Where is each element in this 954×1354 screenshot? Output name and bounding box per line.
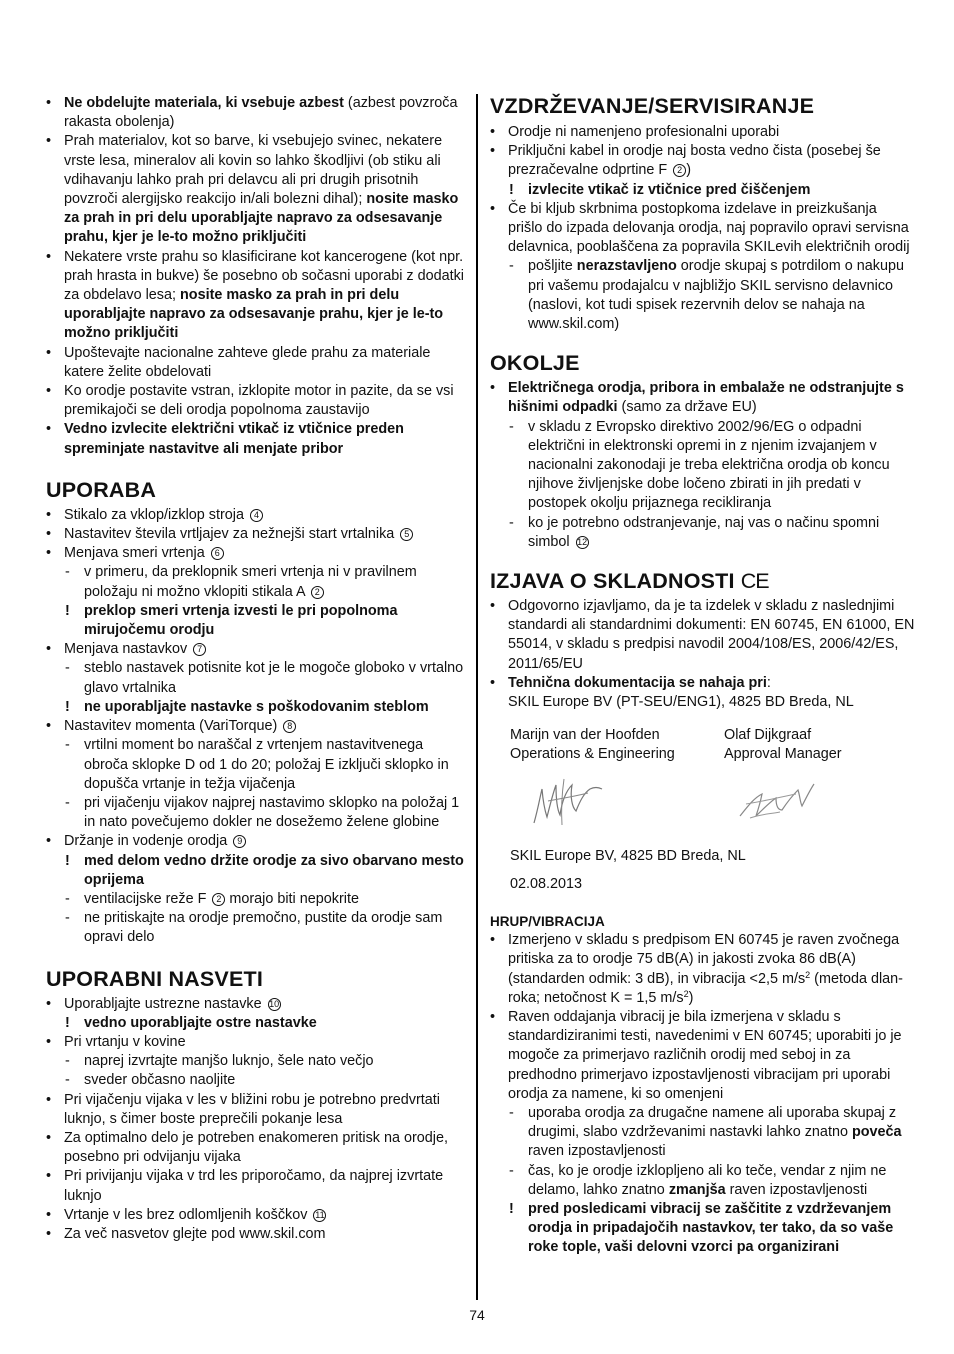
list-item: • Pri vijačenju vijaka v les v bližini robu je potrebno predvrtati luknjo, s čimer boste preprečili pokanje lesa <box>46 1091 468 1129</box>
declaration-date: 02.08.2013 <box>510 875 583 892</box>
warning-item: ! vedno uporabljajte ostre nastavke <box>46 1014 468 1033</box>
warning-item: ! pred posledicami vibracij se zaščitite z vzdrževanjem orodja in pripadajočih nastavkov, ter tako, da so vaše roke tople, vaši delovni vzorci pa organizirani <box>490 1200 915 1258</box>
section-title-hrup: HRUP/VIBRACIJA <box>490 914 605 930</box>
vzdrzevanje-list <box>490 123 915 334</box>
sub-item: - uporaba orodja za drugačne namene ali uporaba skupaj z drugimi, slabo vzdrževanimi nastavki lahko znatno poveča raven izpostavljenosti <box>490 1104 915 1162</box>
signatories <box>490 726 915 764</box>
company-line: SKIL Europe BV, 4825 BD Breda, NL <box>510 847 746 864</box>
warning-item: ! med delom vedno držite orodje za sivo obarvano mesto oprijema <box>46 852 468 890</box>
right-column <box>490 94 915 1258</box>
okolje-list <box>490 379 915 552</box>
list-item: • Menjava smeri vrtenja 6 <box>46 544 468 563</box>
list-item: • Orodje ni namenjeno profesionalni uporabi <box>490 123 915 142</box>
list-item: • Nekatere vrste prahu so klasificirane kot kancerogene (kot npr. prah hrasta in bukve) še posebno ob sočasni uporabi z dodatki za obdelavo lesa; nosite masko za prah in pri delu uporabljajte napravo za odsesavanje prahu, kjer je le-to možno priključiti <box>46 248 468 344</box>
list-item: • Nastavitev števila vrtljajev za nežnejši start vrtalnika 5 <box>46 525 468 544</box>
signatory-1-role: Operations & Engineering <box>510 746 675 763</box>
page-number: 74 <box>469 1307 485 1323</box>
column-divider <box>476 94 478 1300</box>
list-item: • Menjava nastavkov 7 <box>46 640 468 659</box>
warning-item: ! ne uporabljajte nastavke s poškodovanim steblom <box>46 698 468 717</box>
sub-item: - ventilacijske reže F 2 morajo biti nepokrite <box>46 890 468 909</box>
nasveti-list <box>46 995 468 1245</box>
sub-item: - naprej izvrtajte manjšo luknjo, šele nato večjo <box>46 1052 468 1071</box>
hrup-list <box>490 931 915 1257</box>
sub-item: - ne pritiskajte na orodje premočno, pustite da orodje sam opravi delo <box>46 909 468 947</box>
sub-item: - v skladu z Evropsko direktivo 2002/96/EG o odpadni električni in elektronski opremi in z njenim izvajanjem v nacionalni zakonodaji je treba električna orodja ob koncu njihove življenjske dobe ločeno zbirati in jih predati v postopek okolju prijaznega recikliranja <box>490 418 915 514</box>
list-item: • Pri vrtanju v kovine <box>46 1033 468 1052</box>
list-item: • Raven oddajanja vibracij je bila izmerjena v skladu s standardiziranimi testi, navedenimi v EN 60745; uporabiti jo je mogoče za primerjavo različnih orodij med seboj in za predhodno primerjavo izpostavljenosti vibracijam pri uporabi orodja za namene, ki so omenjeni <box>490 1008 915 1104</box>
izjava-title-text: IZJAVA O SKLADNOSTI <box>490 569 735 594</box>
sub-item: - pošljite nerazstavljeno orodje skupaj s potrdilom o nakupu pri vašemu prodajalcu v najbližjo SKIL servisno delavnico (naslovi, kot tudi spisek rezervnih delov se nahaja na www.skil.com) <box>490 257 915 334</box>
list-item: • Upoštevajte nacionalne zahteve glede prahu za materiale katere želite obdelovati <box>46 344 468 382</box>
izjava-list <box>490 597 915 712</box>
signature-2-icon <box>724 776 816 832</box>
sub-item: - čas, ko je orodje izklopljeno ali ko teče, vendar z njim ne delamo, lahko znatno zmanjša raven izpostavljenosti <box>490 1162 915 1200</box>
list-item: • Ne obdelujte materiala, ki vsebuje azbest (azbest povzroča rakasta obolenja) <box>46 94 468 132</box>
list-item: • Ko orodje postavite vstran, izklopite motor in pazite, da se vsi premikajoči se deli orodja popolnoma zaustavijo <box>46 382 468 420</box>
sub-item: - sveder občasno naoljite <box>46 1071 468 1090</box>
list-item: • Pri privijanju vijaka v trd les priporočamo, da najprej izvrtate luknjo <box>46 1167 468 1205</box>
section-title-vzdrzevanje: VZDRŽEVANJE/SERVISIRANJE <box>490 94 815 118</box>
list-item: • Držanje in vodenje orodja 9 <box>46 832 468 851</box>
list-item: • Priključni kabel in orodje naj bosta vedno čista (posebej še prezračevalne odprtine F 2 ) <box>490 142 915 180</box>
signature-1-icon <box>510 771 724 837</box>
ce-mark-icon: CE <box>740 569 769 594</box>
section-title-uporaba: UPORABA <box>46 477 157 502</box>
list-item: • Za več nasvetov glejte pod www.skil.com <box>46 1225 468 1244</box>
section-title-okolje: OKOLJE <box>490 351 580 376</box>
list-item: • Izmerjeno v skladu s predpisom EN 60745 je raven zvočnega pritiska za to orodje 75 dB(A) in jakosti zvoka 86 dB(A) (standarden odmik: 3 dB), in vibracija <2,5 $m/s^2$ (metoda dlan-roka; netočnost K = 1,5 $m/s^2$) <box>490 931 915 1008</box>
sub-item: - vrtilni moment bo naraščal z vrtenjem nastavitvenega obroča sklopke D od 1 do 20; položaj E izključi sklopko in dopušča vrtanje in težja vijačenja <box>46 736 468 794</box>
list-item: • Prah materialov, kot so barve, ki vsebujejo svinec, nekatere vrste lesa, mineralov ali kovin so lahko škodljivi (ob stiku ali vdihavanju lahko prah pri delavcu ali pri drugih prisotnih povzroči alergijsko reakcijo in/ali bolezni dihal); nosite masko za prah in pri delu uporabljajte napravo za odsesavanje prahu, kjer je le-to možno priključiti <box>46 132 468 247</box>
signatory-2 <box>724 726 842 764</box>
sub-item: - steblo nastavek potisnite kot je le mogoče globoko v vrtalno glavo vrtalnika <box>46 659 468 697</box>
left-column <box>46 94 468 1244</box>
list-item: • Vedno izvlecite električni vtikač iz vtičnice preden spreminjate nastavitve ali menjate pribor <box>46 420 468 458</box>
signature-images <box>490 765 915 843</box>
list-item: • Stikalo za vklop/izklop stroja 4 <box>46 506 468 525</box>
list-item: • Če bi kljub skrbnima postopkoma izdelave in preizkušanja prišlo do izpada delovanja orodja, naj popravilo opravi servisna delavnica, pooblaščena za popravila SKILevih električnih orodij <box>490 200 915 258</box>
list-item: • Uporabljajte ustrezne nastavke 10 <box>46 995 468 1014</box>
sub-item: - pri vijačenju vijakov najprej nastavimo sklopko na položaj 1 in nato povečujemo dokler ne dosežemo želene globine <box>46 794 468 832</box>
list-item: • Vrtanje v les brez odlomljenih koščkov 11 <box>46 1206 468 1225</box>
list-item: • Nastavitev momenta (VariTorque) 8 <box>46 717 468 736</box>
sub-item: - ko je potrebno odstranjevanje, naj vas o načinu spomni simbol 12 <box>490 514 915 552</box>
signatory-2-role: Approval Manager <box>724 746 842 763</box>
section-title-nasveti: UPORABNI NASVETI <box>46 966 264 991</box>
warning-item: ! izvlecite vtikač iz vtičnice pred čiščenjem <box>490 181 915 200</box>
list-item: • Tehnična dokumentacija se nahaja pri: <box>490 674 915 693</box>
list-item: • Odgovorno izjavljamo, da je ta izdelek v skladu z naslednjimi standardi ali standardnimi dokumenti: EN 60745, EN 61000, EN 55014, v skladu s predpisi navodil 2004/108/ES, 2006/42/ES, 2011/65/EU <box>490 597 915 674</box>
list-item: • Električnega orodja, pribora in embalaže ne odstranjujte s hišnimi odpadki (samo za države EU) <box>490 379 915 417</box>
signatory-1-name: Marijn van der Hoofden <box>510 727 660 744</box>
warning-item: ! preklop smeri vrtenja izvesti le pri popolnoma mirujočemu orodju <box>46 602 468 640</box>
list-item: SKIL Europe BV (PT-SEU/ENG1), 4825 BD Breda, NL <box>508 694 854 711</box>
section-title-izjava <box>490 569 915 593</box>
safety-list <box>46 94 468 459</box>
signatory-1 <box>510 726 724 764</box>
sub-item: - v primeru, da preklopnik smeri vrtenja ni v pravilnem položaju ni možno vklopiti stikala A 2 <box>46 563 468 601</box>
uporaba-list <box>46 506 468 948</box>
list-item: • Za optimalno delo je potreben enakomeren pritisk na orodje, posebno pri odvijanju vijaka <box>46 1129 468 1167</box>
signatory-2-name: Olaf Dijkgraaf <box>724 727 812 744</box>
